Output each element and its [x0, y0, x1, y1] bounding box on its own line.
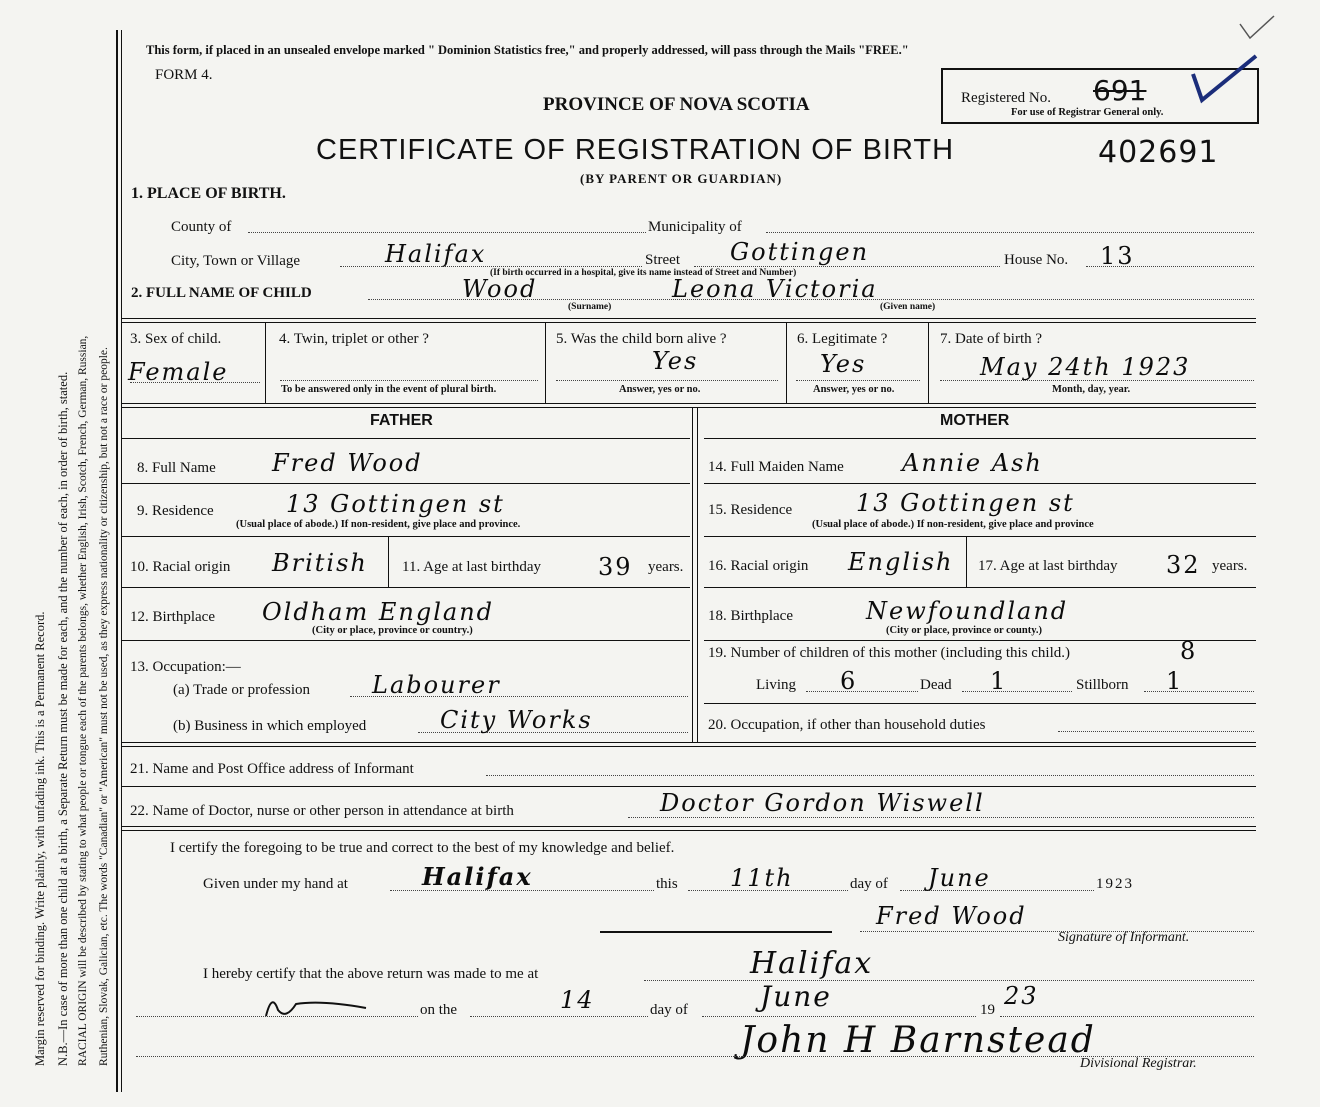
day-of-label: day of [850, 876, 888, 892]
living-label: Living [756, 677, 796, 693]
cell-divider [966, 537, 967, 587]
reg-year-prefix: 19 [980, 1002, 995, 1018]
rule [704, 703, 1256, 704]
mother-age-label: 17. Age at last birthday [978, 558, 1118, 574]
rule [122, 403, 1256, 404]
registrar-signature: John H Barnstead [740, 1020, 1096, 1061]
rule [122, 640, 690, 641]
informant-signature-line [860, 931, 1254, 932]
registered-label: Registered No. [961, 90, 1051, 106]
margin-note-4: Ruthenian, Slovak, Galician, etc. The words "Canadian" or "American" must not be used, as they express nationality or citizenship, but not a race or people. [98, 347, 110, 1066]
given-label: Given under my hand at [203, 876, 348, 892]
margin-note-2: N.B.—In case of more than one child at a birth, a Separate Return must be made for each, and the number of each, in order of birth, stated. [56, 371, 70, 1066]
dead-line [962, 691, 1072, 692]
rule [704, 438, 1256, 439]
rule [122, 746, 1256, 747]
divisional-registrar-caption: Divisional Registrar. [1080, 1056, 1197, 1071]
mother-age-value: 32 [1166, 551, 1201, 579]
certificate-subtitle: (BY PARENT OR GUARDIAN) [580, 171, 783, 186]
father-racial-value: British [272, 549, 368, 577]
street-value: Gottingen [730, 238, 870, 266]
rule [122, 318, 1256, 319]
stillborn-label: Stillborn [1076, 677, 1129, 693]
rule [122, 587, 690, 588]
father-residence-label: 9. Residence [137, 503, 214, 519]
child-given-name: Leona Victoria [672, 275, 878, 303]
father-birthplace-value: Oldham England [262, 598, 495, 626]
column-divider [697, 408, 698, 742]
street-label: Street [645, 252, 680, 268]
reg-day-of-label: day of [650, 1002, 688, 1018]
stamp-number: 402691 [1098, 135, 1219, 170]
rule [122, 438, 690, 439]
business-label: (b) Business in which employed [173, 718, 367, 734]
alive-value: Yes [652, 347, 699, 375]
children-label: 19. Number of children of this mother (including this child.) [708, 645, 1071, 661]
cell-divider [928, 323, 929, 403]
pencil-check-icon [1238, 14, 1278, 44]
on-the-label: on the [420, 1002, 458, 1018]
certify-text: I certify the foregoing to be true and correct to the best of my knowledge and belief. [170, 840, 675, 856]
mail-note: This form, if placed in an unsealed envelope marked " Dominion Statistics free," and properly addressed, will pass through the Mails "FREE." [146, 43, 909, 57]
father-racial-label: 10. Racial origin [130, 559, 231, 575]
mother-racial-value: English [848, 548, 954, 576]
father-birthplace-caption: (City or place, province or country.) [312, 625, 473, 636]
mother-birthplace-caption: (City or place, province or county.) [886, 625, 1043, 636]
registrar-general-note: For use of Registrar General only. [1011, 107, 1164, 118]
house-value: 13 [1100, 242, 1135, 270]
twin-note: To be answered only in the event of plural birth. [281, 384, 497, 395]
rule [704, 483, 1256, 484]
given-day: 11th [730, 864, 794, 892]
sex-line [130, 382, 260, 383]
reg-day-line [470, 1016, 648, 1017]
stillborn-value: 1 [1166, 667, 1184, 695]
rule [122, 322, 1256, 323]
province-heading: PROVINCE OF NOVA SCOTIA [543, 94, 810, 115]
surname-caption: (Surname) [568, 302, 612, 312]
rule [122, 407, 1256, 408]
signature-line [600, 931, 832, 933]
given-name-caption: (Given name) [880, 302, 936, 312]
reg-year-suffix: 23 [1004, 982, 1039, 1010]
mother-occupation-line [1058, 731, 1254, 732]
cell-divider [545, 323, 546, 403]
registrar-blank-line [136, 1016, 418, 1017]
business-value: City Works [440, 706, 593, 734]
stillborn-line [1144, 691, 1254, 692]
reg-year-line [1000, 1016, 1254, 1017]
county-label: County of [171, 219, 232, 235]
trade-label: (a) Trade or profession [173, 682, 311, 698]
rule [122, 826, 1256, 827]
binding-rule-inner [121, 30, 122, 1092]
mother-racial-label: 16. Racial origin [708, 558, 809, 574]
this-label: this [656, 876, 678, 892]
sex-label: 3. Sex of child. [130, 331, 222, 347]
mother-birthplace-value: Newfoundland [866, 597, 1069, 625]
registrar-place: Halifax [750, 946, 874, 981]
registrar-text: I hereby certify that the above return was made to me at [203, 966, 539, 982]
cell-divider [388, 537, 389, 587]
father-name-value: Fred Wood [272, 449, 423, 477]
doctor-line [628, 817, 1254, 818]
father-years: years. [648, 559, 684, 575]
alive-label: 5. Was the child born alive ? [556, 331, 727, 347]
father-age-value: 39 [598, 553, 633, 581]
form-number: FORM 4. [155, 67, 213, 83]
given-year: 1923 [1096, 876, 1134, 892]
margin-note-3: RACIAL ORIGIN will be described by stating to what people or tongue each of the parents belongs, whether English, Irish, Scotch, French, German, Russian, [77, 335, 89, 1066]
informant-address-label: 21. Name and Post Office address of Informant [130, 761, 414, 777]
mother-occupation-label: 20. Occupation, if other than household duties [708, 717, 986, 733]
mother-years: years. [1212, 558, 1248, 574]
legitimate-label: 6. Legitimate ? [797, 331, 888, 347]
alive-caption: Answer, yes or no. [619, 384, 701, 395]
municipality-label: Municipality of [648, 219, 742, 235]
informant-address-line [486, 775, 1254, 776]
city-value: Halifax [385, 240, 487, 268]
informant-signature-caption: Signature of Informant. [1058, 930, 1190, 945]
child-surname: Wood [462, 275, 538, 303]
mother-residence-value: 13 Gottingen st [856, 489, 1075, 517]
legitimate-caption: Answer, yes or no. [813, 384, 895, 395]
father-age-label: 11. Age at last birthday [402, 559, 541, 575]
living-value: 6 [840, 667, 858, 695]
twin-label: 4. Twin, triplet or other ? [279, 331, 429, 347]
column-divider [692, 408, 693, 742]
father-heading: FATHER [370, 412, 433, 429]
rule [122, 483, 690, 484]
dob-value: May 24th 1923 [980, 353, 1191, 381]
father-name-label: 8. Full Name [137, 460, 216, 476]
mother-name-value: Annie Ash [902, 449, 1043, 477]
rule [122, 742, 1256, 743]
rule [122, 536, 690, 537]
informant-signature: Fred Wood [876, 902, 1027, 930]
child-name-label: 2. FULL NAME OF CHILD [131, 285, 312, 301]
street-line [694, 266, 1000, 267]
alive-line [556, 380, 778, 381]
mother-heading: MOTHER [940, 412, 1010, 429]
given-place: Halifax [422, 862, 533, 891]
doctor-label: 22. Name of Doctor, nurse or other person in attendance at birth [130, 803, 514, 819]
mother-residence-caption: (Usual place of abode.) If non-resident, give place and province [812, 519, 1094, 530]
dob-label: 7. Date of birth ? [940, 331, 1043, 347]
mother-birthplace-label: 18. Birthplace [708, 608, 793, 624]
binding-rule [116, 30, 118, 1092]
living-line [806, 691, 918, 692]
dead-value: 1 [990, 667, 1008, 695]
reg-month: June [760, 980, 832, 1013]
dob-caption: Month, day, year. [1052, 384, 1131, 395]
mother-name-label: 14. Full Maiden Name [708, 459, 844, 475]
father-occupation-label: 13. Occupation:— [130, 659, 241, 675]
father-birthplace-label: 12. Birthplace [130, 609, 215, 625]
reg-day: 14 [560, 986, 595, 1014]
dob-line [940, 380, 1254, 381]
reg-month-line [702, 1016, 976, 1017]
father-residence-caption: (Usual place of abode.) If non-resident, give place and province. [236, 519, 521, 530]
rule [122, 830, 1256, 831]
margin-note-1: Margin reserved for binding. Write plainly, with unfading ink. This is a Permanent Record. [33, 611, 47, 1066]
rule [704, 536, 1256, 537]
rule [704, 640, 1256, 641]
cell-divider [265, 323, 266, 403]
twin-line [280, 380, 538, 381]
rule [122, 786, 1256, 787]
sex-value: Female [128, 358, 229, 386]
legitimate-line [796, 380, 920, 381]
registrar-place-line [644, 980, 1254, 981]
city-label: City, Town or Village [171, 253, 301, 269]
registered-number: 691 [1093, 74, 1147, 107]
check-mark-icon [1190, 52, 1260, 107]
house-label: House No. [1004, 252, 1069, 268]
mother-residence-label: 15. Residence [708, 502, 793, 518]
trade-value: Labourer [372, 671, 501, 699]
rule [704, 587, 1256, 588]
dead-label: Dead [920, 677, 952, 693]
legitimate-value: Yes [820, 350, 867, 378]
cell-divider [786, 323, 787, 403]
given-month: June [928, 864, 991, 892]
doctor-value: Doctor Gordon Wiswell [660, 789, 985, 817]
county-line [248, 232, 646, 233]
children-value: 8 [1180, 637, 1198, 665]
hospital-note: (If birth occurred in a hospital, give its name instead of Street and Number) [490, 268, 797, 278]
place-of-birth-heading: 1. PLACE OF BIRTH. [131, 185, 286, 202]
municipality-line [766, 232, 1254, 233]
certificate-title: CERTIFICATE OF REGISTRATION OF BIRTH [316, 134, 955, 166]
father-residence-value: 13 Gottingen st [286, 490, 505, 518]
